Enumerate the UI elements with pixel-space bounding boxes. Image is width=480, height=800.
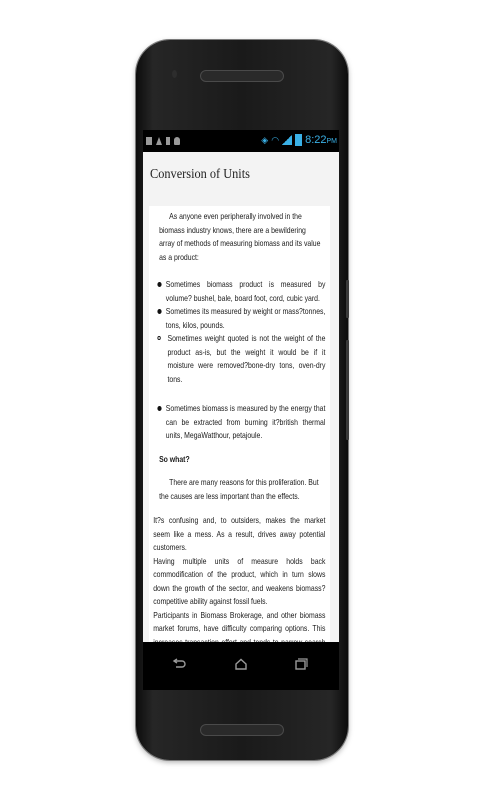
article-body: [149, 210, 330, 676]
bullet-dot: [157, 406, 161, 411]
article-card: [149, 206, 330, 666]
section-heading: So what?: [159, 454, 190, 464]
paragraph: There are many reasons for this proliferation. But the causes are less important than the effects.: [159, 478, 319, 501]
bullet-circle: [157, 336, 160, 340]
warning-icon: [156, 137, 162, 145]
volume-button: [346, 280, 349, 318]
vibrate-icon: ◈: [261, 135, 269, 145]
paragraph: Participants in Biomass Brokerage, and other biomass market forums, have difficulty comparing options. This: [153, 610, 326, 633]
bullet-item: Sometimes biomass is measured by the energy that can be extracted from burning it?british thermal units, MegaWatthour, petajoule.: [149, 402, 330, 443]
battery-icon: [295, 134, 302, 146]
earpiece-speaker: [200, 70, 284, 82]
usb-icon: [166, 137, 170, 145]
sub-bullet-item: Sometimes weight quoted is not the weight of the product as-is, but the weight it would be if it moisture were removed?bone-dry tons, oven-dry tons.: [149, 332, 330, 386]
paragraph: It?s confusing and, to outsiders, makes the market seem like a mess. As a result, drives away potential customers.: [153, 516, 326, 552]
recent-apps-icon[interactable]: [293, 658, 309, 672]
device-screen: [143, 130, 339, 690]
navigation-bar: [143, 642, 339, 690]
bottom-speaker: [200, 724, 284, 736]
page-title: Conversion of Units: [150, 167, 250, 182]
article-scroll-area[interactable]: [143, 206, 339, 642]
notification-icons: [146, 135, 180, 147]
bullet-item: Sometimes its measured by weight or mass?tonnes, tons, kilos, pounds.: [149, 305, 330, 332]
side-button: [346, 340, 349, 440]
back-icon[interactable]: [171, 658, 187, 672]
bullet-dot: [157, 309, 161, 314]
system-icons: [261, 133, 337, 147]
wifi-icon: ◠: [271, 135, 280, 145]
status-bar: [143, 130, 339, 152]
clock: 8:22PM: [305, 134, 337, 146]
bullet-dot: [157, 282, 161, 287]
home-icon[interactable]: [233, 658, 249, 672]
bullet-item: Sometimes biomass product is measured by volume? bushel, bale, board foot, cord, cubic yard.: [149, 278, 330, 305]
intro-paragraph: As anyone even peripherally involved in the biomass industry knows, there are a bewildering array of methods of measuring biomass and its value as a product:: [159, 212, 321, 262]
image-icon: [146, 137, 152, 145]
app-bar: [143, 152, 339, 206]
android-icon: [174, 137, 180, 145]
signal-icon: [282, 135, 292, 145]
front-camera: [172, 70, 177, 78]
paragraph: Having multiple units of measure holds back commodification of the product, which in turn slows down the growth of the sector, and weakens biomass? competitive ability against fossil fuels.: [153, 556, 326, 606]
